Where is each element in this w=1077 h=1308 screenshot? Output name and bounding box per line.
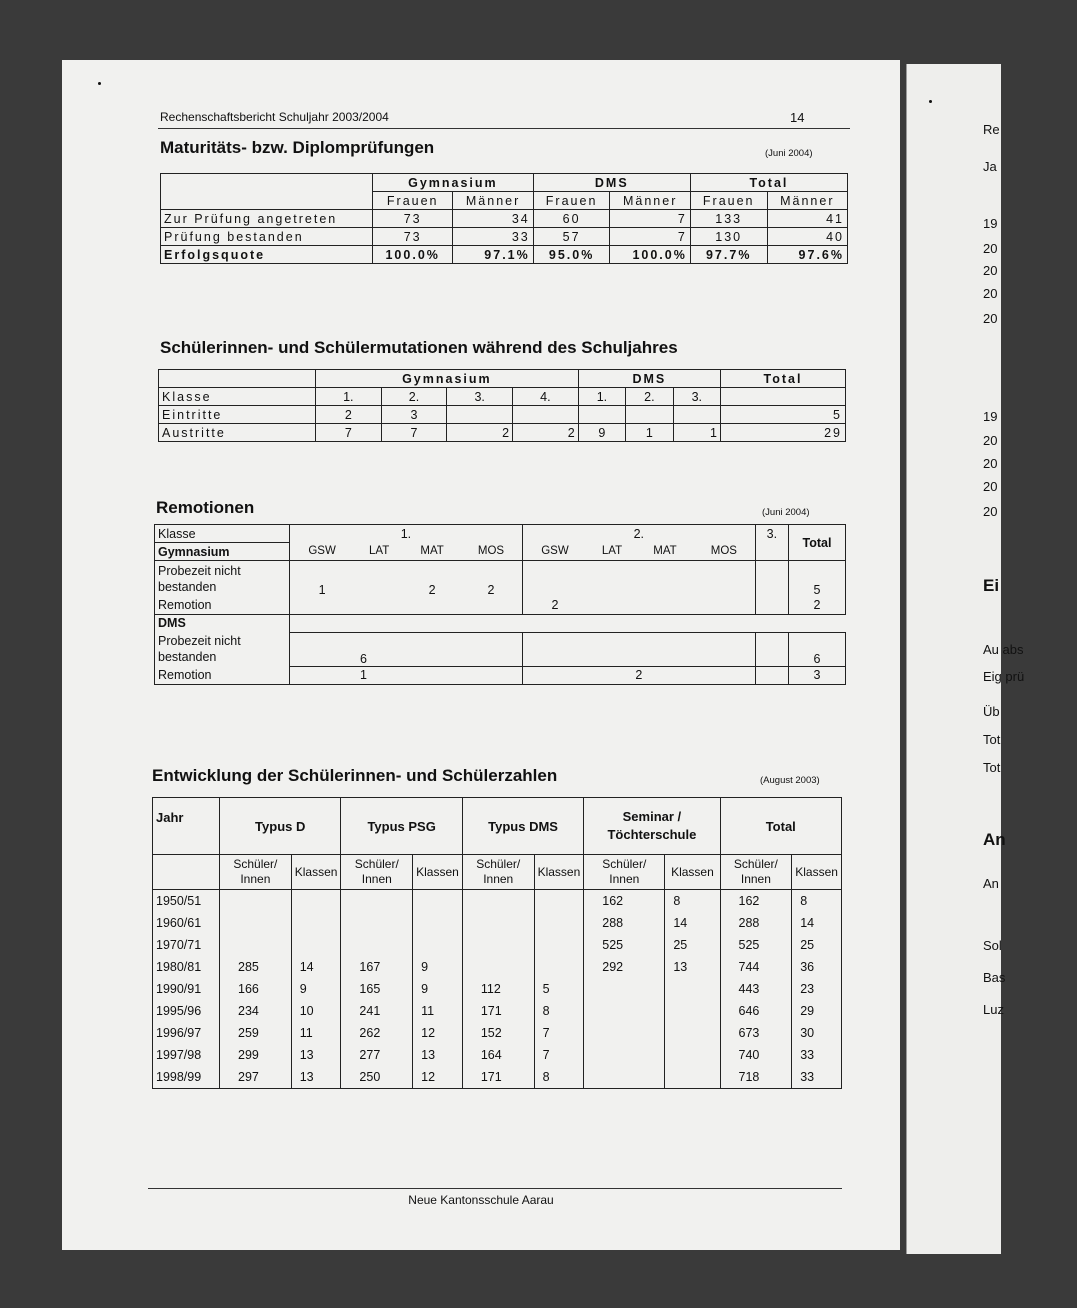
section-title-mutationen: Schülerinnen- und Schülermutationen während des Schuljahres	[160, 338, 678, 357]
table-row: 1990/91 166 9 165 9 112 5 443 23	[153, 978, 842, 1000]
adjacent-page-fragment: An	[983, 876, 999, 891]
table-row: 1960/61 288 14 288 14	[153, 912, 842, 934]
sub-header-schueler: Schüler/ Innen	[720, 855, 792, 890]
section-title-remotionen: Remotionen	[156, 498, 255, 517]
sub-header-schueler: Schüler/ Innen	[462, 855, 534, 890]
page-footer: Neue Kantonsschule Aarau	[408, 1193, 554, 1207]
adjacent-page-fragment: 19	[983, 216, 998, 231]
table-row: Probezeit nicht bestanden 6 6	[155, 632, 846, 666]
group-header: Gymnasium	[316, 370, 579, 388]
group-header: Total	[721, 370, 846, 388]
sub-header-klassen: Klassen	[665, 855, 720, 890]
section-note: (Juni 2004)	[762, 507, 810, 518]
table-row: 1998/99 297 13 250 12 171 8 718 33	[153, 1066, 842, 1089]
section-title-pruefungen: Maturitäts- bzw. Diplomprüfungen	[160, 138, 435, 157]
adjacent-page-fragment: Au abs	[983, 642, 1024, 657]
adjacent-page-fragment: Tot	[983, 760, 1001, 775]
group-header: DMS	[533, 174, 690, 192]
group-header: DMS	[578, 370, 720, 388]
adjacent-page-fragment: Üb	[983, 704, 1000, 719]
sub-header-schueler: Schüler/ Innen	[220, 855, 292, 890]
table-row: Prüfung bestanden 73 33 57 7 130 40	[161, 228, 848, 246]
group-header: Gymnasium	[373, 174, 534, 192]
sub-header: Männer	[767, 192, 847, 210]
adjacent-page-fragment: 20	[983, 504, 998, 519]
adjacent-page-fragment: 20	[983, 286, 998, 301]
group-header: Total	[690, 174, 847, 192]
table-row: Austritte 7 7 2 2 9 1 1 29	[159, 424, 846, 442]
table-row: 1980/81 285 14 167 9 292 13 744 36	[153, 956, 842, 978]
adjacent-page-fragment: 20	[983, 456, 998, 471]
running-header: Rechenschaftsbericht Schuljahr 2003/2004	[160, 110, 389, 124]
sub-header: Frauen	[690, 192, 767, 210]
adjacent-page-fragment: Tot	[983, 732, 1001, 747]
adjacent-page-fragment: Ja	[983, 159, 997, 174]
header-rule	[158, 128, 850, 129]
table-row: Remotion 2 2	[155, 597, 846, 615]
sub-header-klassen: Klassen	[534, 855, 584, 890]
section-note: (August 2003)	[760, 775, 820, 786]
section-title-entwicklung: Entwicklung der Schülerinnen- und Schülerzahlen	[152, 766, 558, 785]
sub-header: Frauen	[533, 192, 610, 210]
sub-header-klassen: Klassen	[413, 855, 463, 890]
adjacent-page-fragment: 20	[983, 433, 998, 448]
table-row: Remotion 1 2 3	[155, 666, 846, 684]
adjacent-page-fragment: Luz	[983, 1002, 1004, 1017]
remotionen-table: Klasse 1. 2. 3. Total Gymnasium GSW LAT MAT MOS GSW LAT MAT MOS Probezeit nicht bestanden 1 2 2 5 Remotion 2 2 DMS Probezeit nicht bestanden 6 6 Remotion 1 2 3	[154, 524, 846, 685]
table-row: Erfolgsquote 100.0% 97.1% 95.0% 100.0% 97.7% 97.6%	[161, 246, 848, 264]
adjacent-page-fragment: 20	[983, 263, 998, 278]
sub-header-klassen: Klassen	[792, 855, 842, 890]
sub-header-klassen: Klassen	[291, 855, 341, 890]
sub-header: Männer	[610, 192, 690, 210]
adjacent-page-fragment: Re	[983, 122, 1000, 137]
table-row: 1996/97 259 11 262 12 152 7 673 30	[153, 1022, 842, 1044]
adjacent-page-fragment: 20	[983, 479, 998, 494]
section-note: (Juni 2004)	[765, 148, 813, 159]
table-row: 1950/51 162 8 162 8	[153, 890, 842, 913]
sub-header: Frauen	[373, 192, 453, 210]
table-row: 1995/96 234 10 241 11 171 8 646 29	[153, 1000, 842, 1022]
table-row: 1997/98 299 13 277 13 164 7 740 33	[153, 1044, 842, 1066]
table-row: 1970/71 525 25 525 25	[153, 934, 842, 956]
table-row: Zur Prüfung angetreten 73 34 60 7 133 41	[161, 210, 848, 228]
pruefungen-table	[160, 173, 848, 264]
adjacent-page-fragment: 19	[983, 409, 998, 424]
adjacent-page-fragment: An	[983, 830, 1006, 849]
adjacent-page-fragment: 20	[983, 311, 998, 326]
sub-header-schueler: Schüler/ Innen	[584, 855, 665, 890]
footer-rule	[148, 1188, 842, 1189]
adjacent-page-fragment: 20	[983, 241, 998, 256]
adjacent-page-fragment: Sol	[983, 938, 1002, 953]
adjacent-page	[906, 64, 1025, 1254]
adjacent-page-fragment: Eig prü	[983, 669, 1025, 684]
document-page	[62, 60, 900, 1250]
table-row: Eintritte 2 3 5	[159, 406, 846, 424]
adjacent-page-fragment: Bas	[983, 970, 1006, 985]
table-row: Probezeit nicht bestanden 1 2 2 5	[155, 561, 846, 597]
mutationen-table: Gymnasium DMS Total Klasse 1. 2. 3. 4. 1. 2. 3. Eintritte 2 3 5 Austritte 7 7 2 2 9 1 1 29	[158, 369, 846, 442]
adjacent-page-fragment: Ei	[983, 576, 1000, 595]
sub-header: Männer	[453, 192, 533, 210]
sub-header-schueler: Schüler/ Innen	[341, 855, 413, 890]
speck-mark	[929, 100, 932, 103]
entwicklung-table: Jahr Typus D Typus PSG Typus DMS Seminar / Töchterschule Total Schüler/ Innen Klassen Schüler/ Innen Klassen Schüler/ Innen Klassen Schüler/ Innen Klassen Schüler/ Innen Klassen 1950/51 162 8 162 8 1960/61 288 14 288 14 1970/71 525 25 525 25 1980/81 285 14 167 9 292 13 744 36 1990/91 166 9 165 9 112 5 443 23 1995/96 234 10 241 11 171 8 646 29 1996/97 259 11 262 12 152 7 673 30 1997/98 299 13 277 13 164 7 740 33 1998/99 297 13 250 12 171 8 718 33	[152, 797, 842, 1089]
speck-mark	[98, 82, 101, 85]
page-number: 14	[790, 110, 805, 125]
